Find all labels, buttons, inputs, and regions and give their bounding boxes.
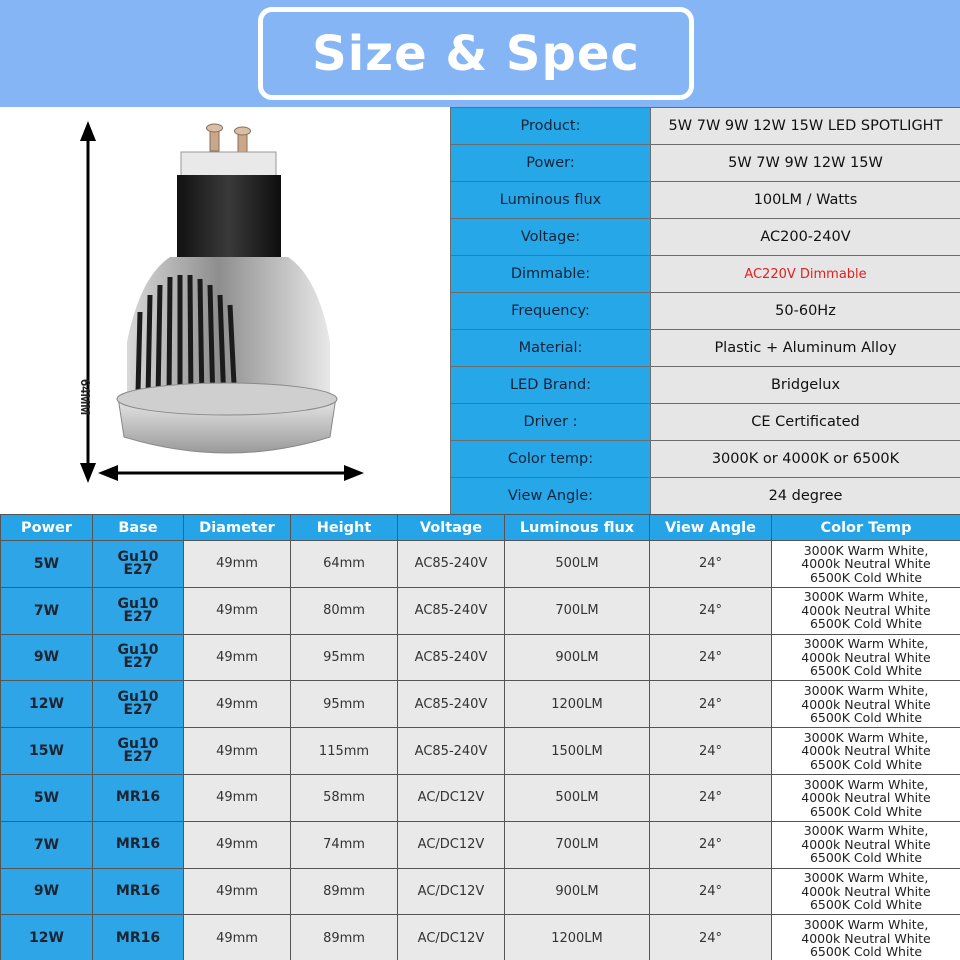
base-cell: [93, 868, 184, 915]
angle-value: 24°: [698, 696, 723, 712]
spec-row: [451, 108, 960, 145]
base-value: MR16: [115, 929, 161, 946]
height-value: 115mm: [318, 743, 370, 759]
spec-row: [451, 219, 960, 256]
flux-cell: [505, 728, 650, 775]
angle-cell: [650, 868, 772, 915]
base-value: MR16: [115, 789, 161, 806]
flux-cell: [505, 868, 650, 915]
diameter-cell: [184, 821, 291, 868]
base-cell: [93, 774, 184, 821]
color-temp-cold: 6500K Cold White: [809, 756, 923, 772]
table-row: [1, 868, 960, 915]
base-value: Gu10: [117, 689, 159, 706]
table-row: [1, 821, 960, 868]
diameter-cell: [184, 587, 291, 634]
color-temp-neutral: 4000k Neutral White: [801, 883, 931, 899]
angle-value: 24°: [698, 649, 723, 665]
height-value: 74mm: [323, 837, 365, 853]
spec-key: Voltage:: [451, 219, 651, 256]
angle-cell: [650, 821, 772, 868]
power-value: 9W: [33, 883, 60, 900]
spec-key: Dimmable:: [451, 256, 651, 293]
height-value: 64mm: [323, 556, 365, 572]
voltage-value: AC85-240V: [414, 603, 488, 619]
title-frame: [258, 7, 694, 100]
height-cell: [291, 587, 398, 634]
spec-value: AC220V Dimmable: [651, 256, 960, 293]
power-cell: [1, 821, 93, 868]
angle-value: 24°: [698, 556, 723, 572]
ceramic-base: [181, 152, 276, 177]
header-banner: [0, 0, 960, 107]
spec-row: [451, 330, 960, 367]
base-value: Gu10: [117, 595, 159, 612]
spec-row: [451, 404, 960, 441]
base-cell: [93, 915, 184, 960]
angle-value: 24°: [698, 837, 723, 853]
color-temp-cell: [772, 634, 960, 681]
table-row: [1, 774, 960, 821]
base-value-alt: E27: [123, 749, 153, 766]
color-temp-cold: 6500K Cold White: [809, 616, 923, 632]
power-value: 7W: [33, 602, 60, 619]
voltage-value: AC/DC12V: [417, 837, 485, 853]
flux-cell: [505, 774, 650, 821]
spec-key: Power:: [451, 145, 651, 182]
diameter-cell: [184, 915, 291, 960]
column-header: Height: [291, 515, 398, 541]
height-value: 89mm: [323, 930, 365, 946]
diameter-value: 49mm: [216, 603, 258, 619]
height-value: 80mm: [323, 603, 365, 619]
voltage-cell: [398, 541, 505, 588]
height-value: 95mm: [323, 696, 365, 712]
table-row: [1, 728, 960, 775]
spec-row: [451, 145, 960, 182]
diameter-cell: [184, 541, 291, 588]
color-temp-neutral: 4000k Neutral White: [801, 649, 931, 665]
diameter-cell: [184, 774, 291, 821]
spec-value: 100LM / Watts: [651, 182, 960, 219]
base-value-alt: E27: [123, 655, 153, 672]
angle-cell: [650, 728, 772, 775]
power-cell: [1, 634, 93, 681]
voltage-cell: [398, 868, 505, 915]
power-cell: [1, 868, 93, 915]
color-temp-cold: 6500K Cold White: [809, 897, 923, 913]
table-row: [1, 587, 960, 634]
power-value: 9W: [33, 649, 60, 666]
base-cell: [93, 634, 184, 681]
color-temp-cell: [772, 681, 960, 728]
base-cell: [93, 541, 184, 588]
angle-value: 24°: [698, 930, 723, 946]
flux-cell: [505, 681, 650, 728]
angle-cell: [650, 587, 772, 634]
color-temp-cell: [772, 868, 960, 915]
diameter-value: 49mm: [216, 743, 258, 759]
base-value: Gu10: [117, 736, 159, 753]
spec-key: Luminous flux: [451, 182, 651, 219]
voltage-cell: [398, 728, 505, 775]
diameter-value: 49mm: [216, 790, 258, 806]
height-value: 58mm: [323, 790, 365, 806]
base-value: MR16: [115, 836, 161, 853]
color-temp-cold: 6500K Cold White: [809, 944, 923, 960]
arrow-right-icon: [344, 465, 364, 481]
spec-key: LED Brand:: [451, 367, 651, 404]
height-value: 95mm: [323, 649, 365, 665]
color-temp-warm: 3000K Warm White,: [803, 870, 929, 886]
spec-key: Color temp:: [451, 441, 651, 478]
base-cell: [93, 821, 184, 868]
flux-value: 700LM: [555, 603, 599, 619]
flux-cell: [505, 587, 650, 634]
spec-key: Frequency:: [451, 293, 651, 330]
flux-value: 1200LM: [551, 930, 603, 946]
voltage-value: AC85-240V: [414, 696, 488, 712]
angle-value: 24°: [698, 790, 723, 806]
height-dimension-label: 64MM: [78, 379, 93, 416]
flux-value: 900LM: [555, 649, 599, 665]
voltage-value: AC/DC12V: [417, 930, 485, 946]
spec-row: [451, 478, 960, 515]
height-cell: [291, 681, 398, 728]
color-temp-cell: [772, 821, 960, 868]
color-temp-cell: [772, 587, 960, 634]
height-cell: [291, 541, 398, 588]
power-cell: [1, 681, 93, 728]
flux-cell: [505, 821, 650, 868]
spec-value: 50-60Hz: [651, 293, 960, 330]
spec-key: View Angle:: [451, 478, 651, 515]
diameter-value: 49mm: [216, 649, 258, 665]
color-temp-cold: 6500K Cold White: [809, 710, 923, 726]
angle-value: 24°: [698, 743, 723, 759]
flux-value: 1500LM: [551, 743, 603, 759]
height-cell: [291, 728, 398, 775]
column-header: Color Temp: [772, 515, 960, 541]
height-cell: [291, 868, 398, 915]
color-temp-cold: 6500K Cold White: [809, 663, 923, 679]
base-cell: [93, 728, 184, 775]
spotlight-bulb-illustration: [0, 107, 450, 514]
spec-table: [450, 107, 960, 515]
flux-value: 500LM: [555, 556, 599, 572]
flux-cell: [505, 541, 650, 588]
color-temp-warm: 3000K Warm White,: [803, 542, 929, 558]
table-row: [1, 915, 960, 960]
power-value: 5W: [33, 555, 60, 572]
base-value: MR16: [115, 882, 161, 899]
flux-value: 900LM: [555, 883, 599, 899]
voltage-value: AC/DC12V: [417, 790, 485, 806]
spec-row: [451, 256, 960, 293]
spec-row: [451, 182, 960, 219]
voltage-cell: [398, 774, 505, 821]
voltage-value: AC85-240V: [414, 556, 488, 572]
base-value: Gu10: [117, 642, 159, 659]
color-temp-neutral: 4000k Neutral White: [801, 930, 931, 946]
power-value: 7W: [33, 836, 60, 853]
spec-row: [451, 293, 960, 330]
column-header: Base: [93, 515, 184, 541]
base-value-alt: E27: [123, 608, 153, 625]
spec-key: Driver :: [451, 404, 651, 441]
spec-value: 3000K or 4000K or 6500K: [651, 441, 960, 478]
diameter-cell: [184, 634, 291, 681]
table-row: [1, 634, 960, 681]
table-row: [1, 541, 960, 588]
flux-cell: [505, 634, 650, 681]
voltage-cell: [398, 821, 505, 868]
column-header: Luminous flux: [505, 515, 650, 541]
angle-cell: [650, 634, 772, 681]
color-temp-warm: 3000K Warm White,: [803, 589, 929, 605]
arrow-down-icon: [80, 463, 96, 483]
power-cell: [1, 774, 93, 821]
spec-row: [451, 367, 960, 404]
voltage-cell: [398, 915, 505, 960]
power-cell: [1, 728, 93, 775]
spec-value: 5W 7W 9W 12W 15W LED SPOTLIGHT: [651, 108, 960, 145]
color-temp-cell: [772, 728, 960, 775]
diameter-cell: [184, 868, 291, 915]
color-temp-cell: [772, 774, 960, 821]
spec-key: Product:: [451, 108, 651, 145]
voltage-value: AC85-240V: [414, 743, 488, 759]
diameter-value: 49mm: [216, 930, 258, 946]
color-temp-neutral: 4000k Neutral White: [801, 696, 931, 712]
height-cell: [291, 821, 398, 868]
angle-cell: [650, 915, 772, 960]
column-header: Power: [1, 515, 93, 541]
color-temp-neutral: 4000k Neutral White: [801, 743, 931, 759]
power-cell: [1, 541, 93, 588]
power-value: 12W: [29, 930, 64, 947]
color-temp-cold: 6500K Cold White: [809, 850, 923, 866]
base-cell: [93, 587, 184, 634]
power-value: 12W: [29, 696, 64, 713]
voltage-cell: [398, 681, 505, 728]
voltage-value: AC/DC12V: [417, 883, 485, 899]
angle-cell: [650, 774, 772, 821]
color-temp-warm: 3000K Warm White,: [803, 776, 929, 792]
column-header: Voltage: [398, 515, 505, 541]
flux-value: 500LM: [555, 790, 599, 806]
color-temp-neutral: 4000k Neutral White: [801, 836, 931, 852]
diameter-cell: [184, 728, 291, 775]
color-temp-warm: 3000K Warm White,: [803, 917, 929, 933]
diameter-value: 49mm: [216, 696, 258, 712]
height-cell: [291, 634, 398, 681]
spec-value: Bridgelux: [651, 367, 960, 404]
power-cell: [1, 915, 93, 960]
voltage-cell: [398, 587, 505, 634]
diameter-value: 49mm: [216, 556, 258, 572]
power-cell: [1, 587, 93, 634]
color-temp-warm: 3000K Warm White,: [803, 683, 929, 699]
spec-value: CE Certificated: [651, 404, 960, 441]
spec-value: AC200-240V: [651, 219, 960, 256]
color-temp-cold: 6500K Cold White: [809, 803, 923, 819]
base-value-alt: E27: [123, 702, 153, 719]
color-temp-warm: 3000K Warm White,: [803, 729, 929, 745]
spec-row: [451, 441, 960, 478]
voltage-value: AC85-240V: [414, 649, 488, 665]
diameter-value: 49mm: [216, 883, 258, 899]
color-temp-neutral: 4000k Neutral White: [801, 602, 931, 618]
spec-value: Plastic + Aluminum Alloy: [651, 330, 960, 367]
color-temp-cold: 6500K Cold White: [809, 569, 923, 585]
voltage-cell: [398, 634, 505, 681]
power-value: 5W: [33, 789, 60, 806]
product-image-area: [0, 107, 450, 514]
color-temp-warm: 3000K Warm White,: [803, 636, 929, 652]
color-temp-warm: 3000K Warm White,: [803, 823, 929, 839]
column-header: Diameter: [184, 515, 291, 541]
diameter-cell: [184, 681, 291, 728]
angle-value: 24°: [698, 603, 723, 619]
spec-value: 24 degree: [651, 478, 960, 515]
base-cell: [93, 681, 184, 728]
color-temp-cell: [772, 915, 960, 960]
height-value: 89mm: [323, 883, 365, 899]
arrow-left-icon: [98, 465, 118, 481]
base-value-alt: E27: [123, 561, 153, 578]
table-row: [1, 681, 960, 728]
color-temp-neutral: 4000k Neutral White: [801, 790, 931, 806]
page-title: Size & Spec: [312, 25, 640, 82]
flux-value: 700LM: [555, 837, 599, 853]
flux-cell: [505, 915, 650, 960]
column-header: View Angle: [650, 515, 772, 541]
arrow-up-icon: [80, 121, 96, 141]
product-matrix-table: [0, 514, 960, 960]
spec-value: 5W 7W 9W 12W 15W: [651, 145, 960, 182]
height-cell: [291, 915, 398, 960]
base-value: Gu10: [117, 548, 159, 565]
height-cell: [291, 774, 398, 821]
flux-value: 1200LM: [551, 696, 603, 712]
angle-value: 24°: [698, 883, 723, 899]
angle-cell: [650, 541, 772, 588]
diameter-value: 49mm: [216, 837, 258, 853]
color-temp-cell: [772, 541, 960, 588]
color-temp-neutral: 4000k Neutral White: [801, 556, 931, 572]
spec-key: Material:: [451, 330, 651, 367]
power-value: 15W: [29, 743, 64, 760]
angle-cell: [650, 681, 772, 728]
